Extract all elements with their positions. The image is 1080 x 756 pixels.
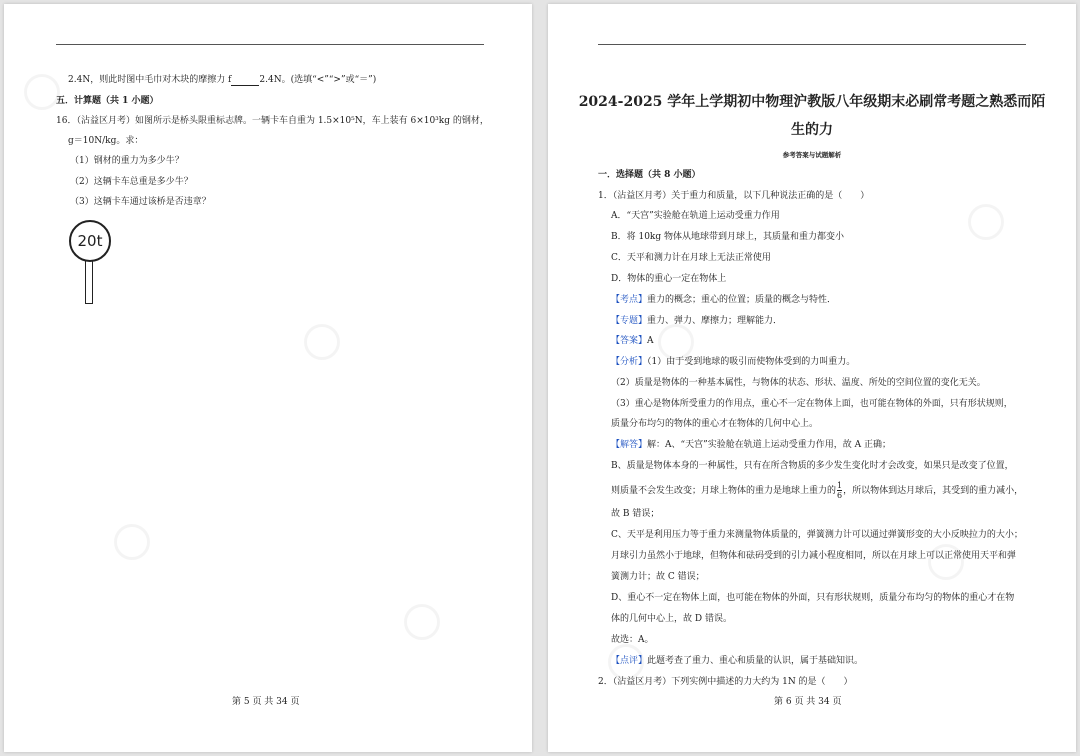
topic: 【专题】重力、弹力、摩擦力；理解能力． — [611, 316, 783, 326]
answer-blank[interactable] — [231, 76, 259, 86]
sub-question-3: （3）这辆卡车通过该桥是否违章？ — [70, 197, 211, 207]
final-choice: 故选：A。 — [611, 635, 654, 645]
sign-circle — [69, 220, 111, 262]
option-b: B．将 10kg 物体从地球带到月球上，其质量和重力都变小 — [611, 232, 845, 242]
solution-line: 体的几何中心上，故 D 错误。 — [611, 614, 732, 624]
solution-line: 故 B 错误； — [611, 509, 660, 519]
analysis-line: （2）质量是物体的一种基本属性，与物体的状态、形状、温度、所处的空间位置的变化无关。 — [611, 378, 986, 388]
solution: 【解答】解：A、“天宫”实验舱在轨道上运动受重力作用，故 A 正确； — [611, 440, 891, 450]
sign-pole — [85, 260, 93, 304]
analysis-line: 质量分布均匀的物体的重心才在物体的几何中心上。 — [611, 419, 819, 429]
analysis: 【分析】（1）由于受到地球的吸引而使物体受到的力叫重力。 — [611, 357, 856, 367]
solution-line: B、质量是物体本身的一种属性，只有在所含物质的多少发生变化时才会改变，如果只是改变了位置， — [611, 461, 1014, 471]
answer: 【答案】A — [611, 336, 654, 346]
question-16-cont: g＝10N/kg。求： — [68, 136, 144, 146]
question-2: 2．（沾益区月考）下列实例中描述的力大约为 1N 的是（ ） — [598, 677, 853, 687]
sub-question-1: （1）钢材的重力为多少牛？ — [70, 156, 184, 166]
section-heading: 五．计算题（共 1 小题） — [56, 96, 159, 106]
question-16: 16．（沾益区月考）如图所示是桥头限重标志牌。一辆卡车自重为 1.5×10⁵N，车上装有 6×10³kg 的钢材， — [56, 116, 489, 126]
option-c: C．天平和测力计在月球上无法正常使用 — [611, 253, 771, 263]
watermark-logo-icon — [24, 74, 60, 110]
page-footer: 第 6 页 共 34 页 — [774, 697, 842, 707]
watermark-logo-icon — [968, 204, 1004, 240]
watermark-logo-icon — [114, 524, 150, 560]
comment: 【点评】此题考查了重力、重心和质量的认识，属于基础知识。 — [611, 656, 864, 666]
header-rule — [598, 44, 1026, 45]
solution-line: C、天平是利用压力等于重力来测量物体质量的，弹簧测力计可以通过弹簧形变的大小反映拉力的大小； — [611, 530, 1023, 540]
analysis-line: （3）重心是物体所受重力的作用点，重心不一定在物体上面，也可能在物体的外面，只有形状规则， — [611, 399, 1013, 409]
sign-text: 20t — [77, 232, 103, 250]
question-1: 1．（沾益区月考）关于重力和质量，以下几种说法正确的是（ ） — [598, 191, 870, 201]
option-a: A．“天宫”实验舱在轨道上运动受重力作用 — [611, 211, 780, 221]
watermark-logo-icon — [658, 324, 694, 360]
solution-line: 簧测力计；故 C 错误； — [611, 572, 705, 582]
question-continuation: 2.4N，则此时图中毛巾对木块的摩擦力 f 2.4N。(选填“<”“>”或“＝”) — [68, 75, 377, 85]
document-subtitle: 参考答案与试题解析 — [782, 151, 842, 159]
watermark-logo-icon — [304, 324, 340, 360]
header-rule — [56, 44, 484, 45]
document-page-6 — [548, 4, 1076, 752]
option-d: D．物体的重心一定在物体上 — [611, 274, 727, 284]
watermark-logo-icon — [404, 604, 440, 640]
section-heading: 一．选择题（共 8 小题） — [598, 170, 701, 180]
solution-line: 月球引力虽然小于地球，但物体和砝码受到的引力减小程度相同，所以在月球上可以正常使用天平和弹 — [611, 551, 1017, 561]
solution-line: 则质量不会发生改变；月球上物体的重力是地球上重力的 $\frac{1}{6}$ ，所以物体到达月球后，其受到的重力减小， — [611, 481, 1024, 500]
page-footer: 第 5 页 共 34 页 — [232, 697, 300, 707]
fraction: $\frac{1}{6}$ — [837, 481, 843, 500]
sub-question-2: （2）这辆卡车总重是多少牛？ — [70, 177, 193, 187]
document-title: 2024-2025 学年上学期初中物理沪教版八年级期末必刷常考题之熟悉而陌 — [578, 94, 1046, 110]
document-page-5 — [4, 4, 532, 752]
document-title-cont: 生的力 — [791, 122, 833, 138]
knowledge-point: 【考点】重力的概念；重心的位置；质量的概念与特性． — [611, 295, 837, 305]
solution-line: D、重心不一定在物体上面，也可能在物体的外面，只有形状规则，质量分布均匀的物体的重心才在物 — [611, 593, 1015, 603]
